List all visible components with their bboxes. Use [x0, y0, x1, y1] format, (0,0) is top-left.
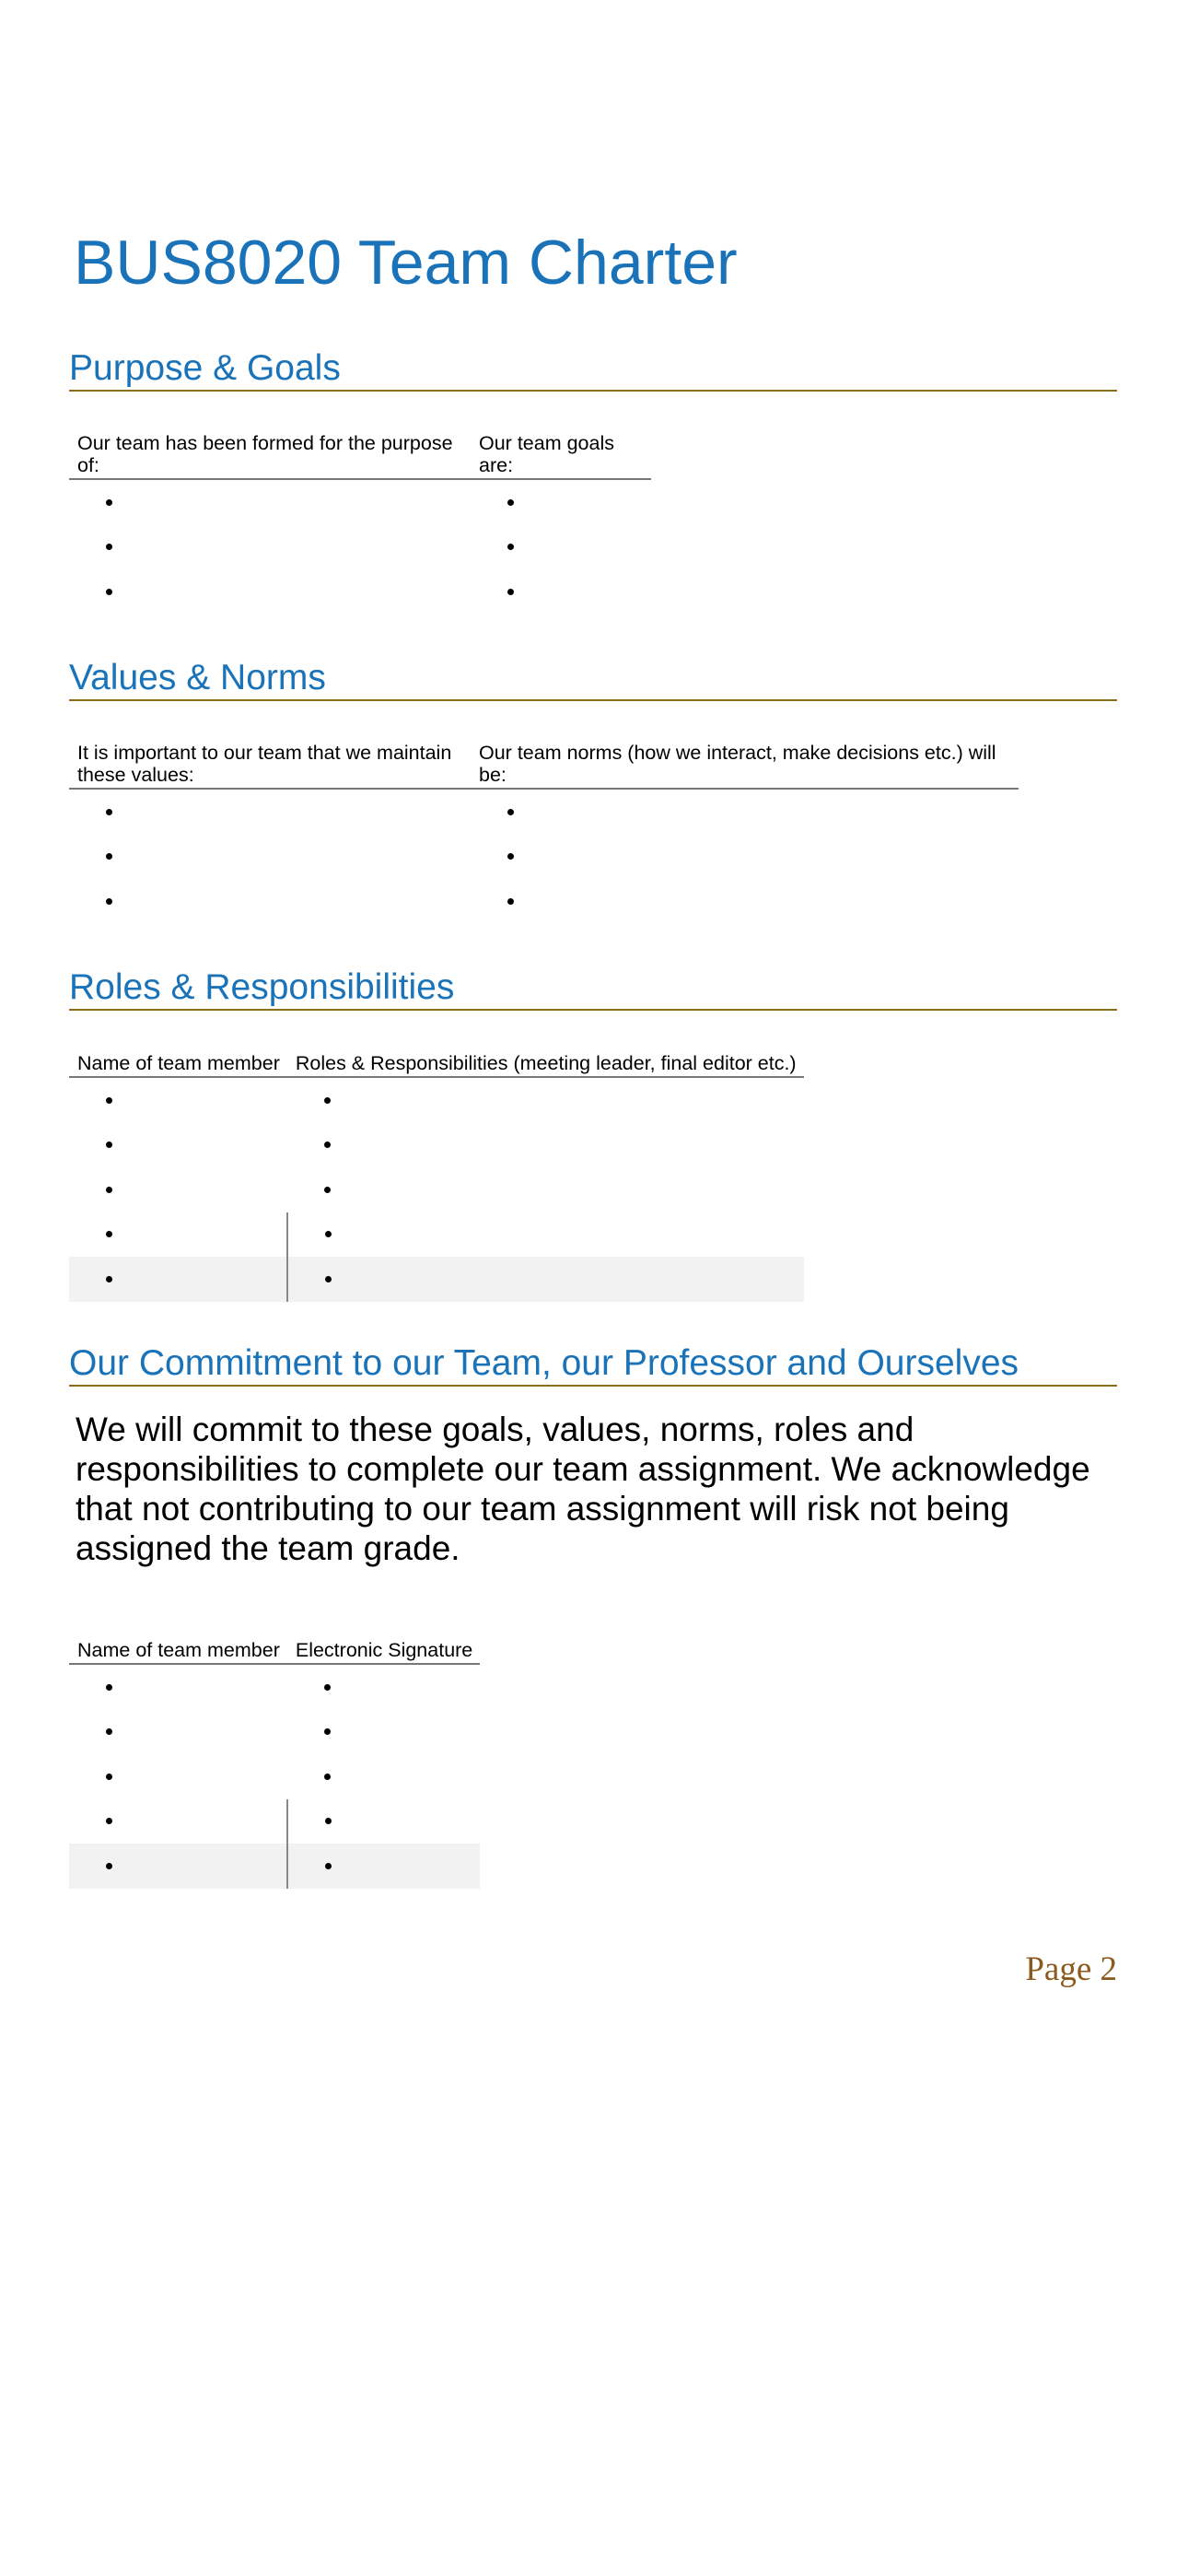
- member-cell[interactable]: [69, 1212, 287, 1258]
- table-row: [69, 1212, 804, 1258]
- bullet-icon: [507, 809, 514, 815]
- goals-header: Our team goals are:: [471, 425, 651, 479]
- bullet-icon: [324, 1728, 331, 1735]
- values-norms-heading: Values & Norms: [69, 658, 1117, 701]
- purpose-header: Our team has been formed for the purpose of:: [69, 425, 471, 479]
- table-row: [69, 1844, 480, 1889]
- values-norms-table: [69, 734, 1019, 924]
- bullet-icon: [106, 544, 112, 550]
- bullet-icon: [106, 853, 112, 860]
- bullet-icon: [106, 1276, 112, 1282]
- bullet-icon: [106, 1863, 112, 1869]
- bullet-icon: [507, 853, 514, 860]
- roles-member-header: Name of team member: [69, 1045, 287, 1077]
- values-header: It is important to our team that we maintain these values:: [69, 734, 471, 789]
- table-row: [69, 835, 1019, 880]
- roles-heading: Roles & Responsibilities: [69, 967, 1117, 1011]
- goal-cell[interactable]: [471, 569, 651, 615]
- purpose-cell[interactable]: [69, 479, 471, 525]
- value-cell[interactable]: [69, 789, 471, 835]
- value-cell[interactable]: [69, 835, 471, 880]
- table-row: [69, 525, 651, 570]
- norm-cell[interactable]: [471, 835, 1019, 880]
- signature-cell[interactable]: [287, 1664, 480, 1710]
- bullet-icon: [106, 1187, 112, 1193]
- page-number: Page 2: [1025, 1950, 1117, 1988]
- bullet-icon: [325, 1818, 332, 1824]
- table-row: [69, 1664, 480, 1710]
- roles-responsibilities-header: Roles & Responsibilities (meeting leader, final editor etc.): [287, 1045, 804, 1077]
- table-row: [69, 1799, 480, 1844]
- table-row: [69, 1710, 480, 1755]
- value-cell[interactable]: [69, 879, 471, 924]
- member-cell[interactable]: [69, 1123, 287, 1168]
- member-cell[interactable]: [69, 1754, 287, 1799]
- bullet-icon: [106, 499, 112, 506]
- member-cell[interactable]: [69, 1257, 287, 1302]
- table-row: [69, 1123, 804, 1168]
- bullet-icon: [106, 589, 112, 595]
- bullet-icon: [324, 1684, 331, 1691]
- role-cell[interactable]: [287, 1167, 804, 1212]
- role-cell[interactable]: [287, 1212, 804, 1258]
- signature-cell[interactable]: [287, 1710, 480, 1755]
- table-row: [69, 569, 651, 615]
- purpose-goals-table: [69, 425, 651, 615]
- signature-table: [69, 1632, 480, 1889]
- bullet-icon: [324, 1142, 331, 1148]
- bullet-icon: [507, 589, 514, 595]
- member-cell[interactable]: [69, 1664, 287, 1710]
- bullet-icon: [106, 1097, 112, 1104]
- signature-cell[interactable]: [287, 1799, 480, 1844]
- bullet-icon: [106, 898, 112, 905]
- table-row: [69, 479, 651, 525]
- role-cell[interactable]: [287, 1257, 804, 1302]
- bullet-icon: [325, 1276, 332, 1282]
- goal-cell[interactable]: [471, 525, 651, 570]
- table-row: [69, 1754, 480, 1799]
- bullet-icon: [324, 1774, 331, 1780]
- bullet-icon: [324, 1097, 331, 1104]
- bullet-icon: [325, 1863, 332, 1869]
- signature-cell[interactable]: [287, 1754, 480, 1799]
- bullet-icon: [507, 898, 514, 905]
- bullet-icon: [325, 1231, 332, 1237]
- purpose-cell[interactable]: [69, 569, 471, 615]
- norm-cell[interactable]: [471, 879, 1019, 924]
- bullet-icon: [106, 1774, 112, 1780]
- bullet-icon: [106, 1142, 112, 1148]
- norms-header: Our team norms (how we interact, make decisions etc.) will be:: [471, 734, 1019, 789]
- bullet-icon: [106, 809, 112, 815]
- member-cell[interactable]: [69, 1710, 287, 1755]
- bullet-icon: [507, 499, 514, 506]
- member-cell[interactable]: [69, 1799, 287, 1844]
- bullet-icon: [106, 1231, 112, 1237]
- bullet-icon: [324, 1187, 331, 1193]
- electronic-signature-header: Electronic Signature: [287, 1632, 480, 1664]
- table-row: [69, 789, 1019, 835]
- bullet-icon: [106, 1684, 112, 1691]
- commitment-heading: Our Commitment to our Team, our Professor and Ourselves: [69, 1343, 1117, 1387]
- role-cell[interactable]: [287, 1123, 804, 1168]
- norm-cell[interactable]: [471, 789, 1019, 835]
- signature-member-header: Name of team member: [69, 1632, 287, 1664]
- table-row: [69, 1077, 804, 1123]
- document-title: BUS8020 Team Charter: [74, 228, 738, 298]
- roles-table: [69, 1045, 804, 1302]
- goal-cell[interactable]: [471, 479, 651, 525]
- bullet-icon: [106, 1818, 112, 1824]
- bullet-icon: [106, 1728, 112, 1735]
- table-row: [69, 1257, 804, 1302]
- role-cell[interactable]: [287, 1077, 804, 1123]
- commitment-text: We will commit to these goals, values, norms, roles and responsibilities to complete our team assignment. We acknowledge that not contributing to our team assignment will risk not being assigned the team grade.: [76, 1411, 1090, 1567]
- member-cell[interactable]: [69, 1167, 287, 1212]
- member-cell[interactable]: [69, 1077, 287, 1123]
- purpose-cell[interactable]: [69, 525, 471, 570]
- table-row: [69, 879, 1019, 924]
- member-cell[interactable]: [69, 1844, 287, 1889]
- signature-cell[interactable]: [287, 1844, 480, 1889]
- bullet-icon: [507, 544, 514, 550]
- table-row: [69, 1167, 804, 1212]
- purpose-goals-heading: Purpose & Goals: [69, 348, 1117, 392]
